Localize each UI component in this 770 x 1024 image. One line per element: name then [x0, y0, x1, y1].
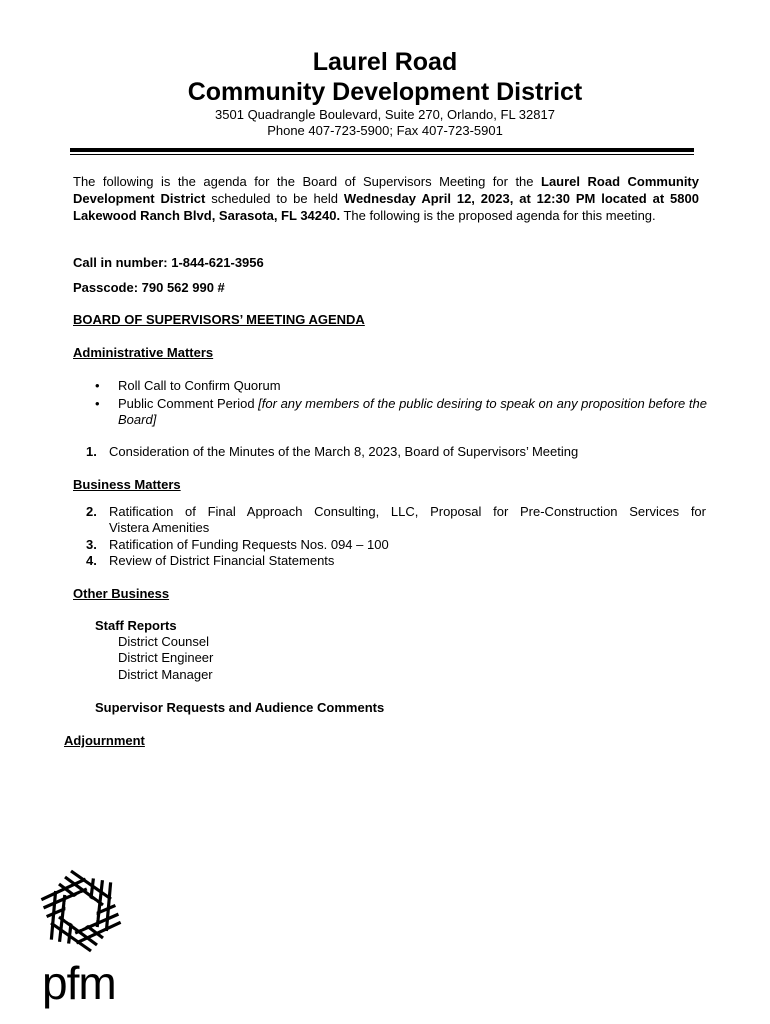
staff-reports-heading: Staff Reports [95, 618, 177, 633]
funding-requests-item: Ratification of Funding Requests Nos. 094 – 100 [109, 537, 389, 552]
bullet-icon: • [95, 378, 100, 393]
bullet-icon: • [95, 396, 100, 411]
financial-statements-item: Review of District Financial Statements [109, 553, 335, 568]
public-comment-note: [for any members of the public desiring to speak on any proposition before the Board] [118, 396, 707, 427]
district-address: 3501 Quadrangle Boulevard, Suite 270, Orlando, FL 32817 [215, 107, 555, 122]
supervisor-requests-heading: Supervisor Requests and Audience Comments [95, 700, 385, 715]
public-comment-label: Public Comment Period [118, 396, 259, 411]
district-phone: Phone 407-723-5900; Fax 407-723-5901 [267, 123, 503, 138]
adjournment-heading: Adjournment [64, 733, 145, 748]
header-divider-thick [70, 148, 694, 152]
ratification-proposal-item: Ratification of Final Approach Consulting, LLC, Proposal for Pre-Construction Services for [109, 504, 706, 519]
other-business-heading: Other Business [73, 586, 170, 601]
administrative-matters-heading: Administrative Matters [73, 345, 214, 360]
item-number: 4. [86, 553, 97, 568]
intro-text-3: The following is the proposed agenda for this meeting. [340, 208, 656, 223]
intro-datetime-location: Wednesday April 12, 2023, at 12:30 PM located at 5800 Lakewood Ranch Blvd, Sarasota, FL 34240. [73, 191, 699, 223]
public-comment-item [118, 396, 708, 428]
pfm-logo-text: pfm [42, 957, 116, 1009]
pfm-logo-icon [36, 866, 126, 956]
business-matters-heading: Business Matters [73, 477, 181, 492]
district-name-line1: Laurel Road [312, 48, 458, 76]
passcode: Passcode: 790 562 990 # [73, 280, 225, 295]
district-name-line2: Community Development District [187, 78, 583, 106]
staff-item-engineer: District Engineer [118, 650, 214, 665]
minutes-item: Consideration of the Minutes of the March 8, 2023, Board of Supervisors’ Meeting [109, 444, 579, 459]
roll-call-item: Roll Call to Confirm Quorum [118, 378, 281, 393]
item-number: 3. [86, 537, 97, 552]
agenda-heading: BOARD OF SUPERVISORS’ MEETING AGENDA [73, 312, 365, 327]
item-number: 2. [86, 504, 97, 519]
intro-district-name: Laurel Road Community Development District [73, 174, 699, 206]
header-divider-thin [70, 154, 694, 155]
intro-text-1: The following is the agenda for the Board of Supervisors Meeting for the [73, 174, 542, 189]
intro-paragraph [73, 173, 699, 224]
ratification-proposal-item-cont: Vistera Amenities [109, 520, 210, 535]
staff-item-counsel: District Counsel [118, 634, 210, 649]
item-number: 1. [86, 444, 97, 459]
staff-item-manager: District Manager [118, 667, 213, 682]
intro-text-2: scheduled to be held [205, 191, 344, 206]
call-in-number: Call in number: 1-844-621-3956 [73, 255, 264, 270]
